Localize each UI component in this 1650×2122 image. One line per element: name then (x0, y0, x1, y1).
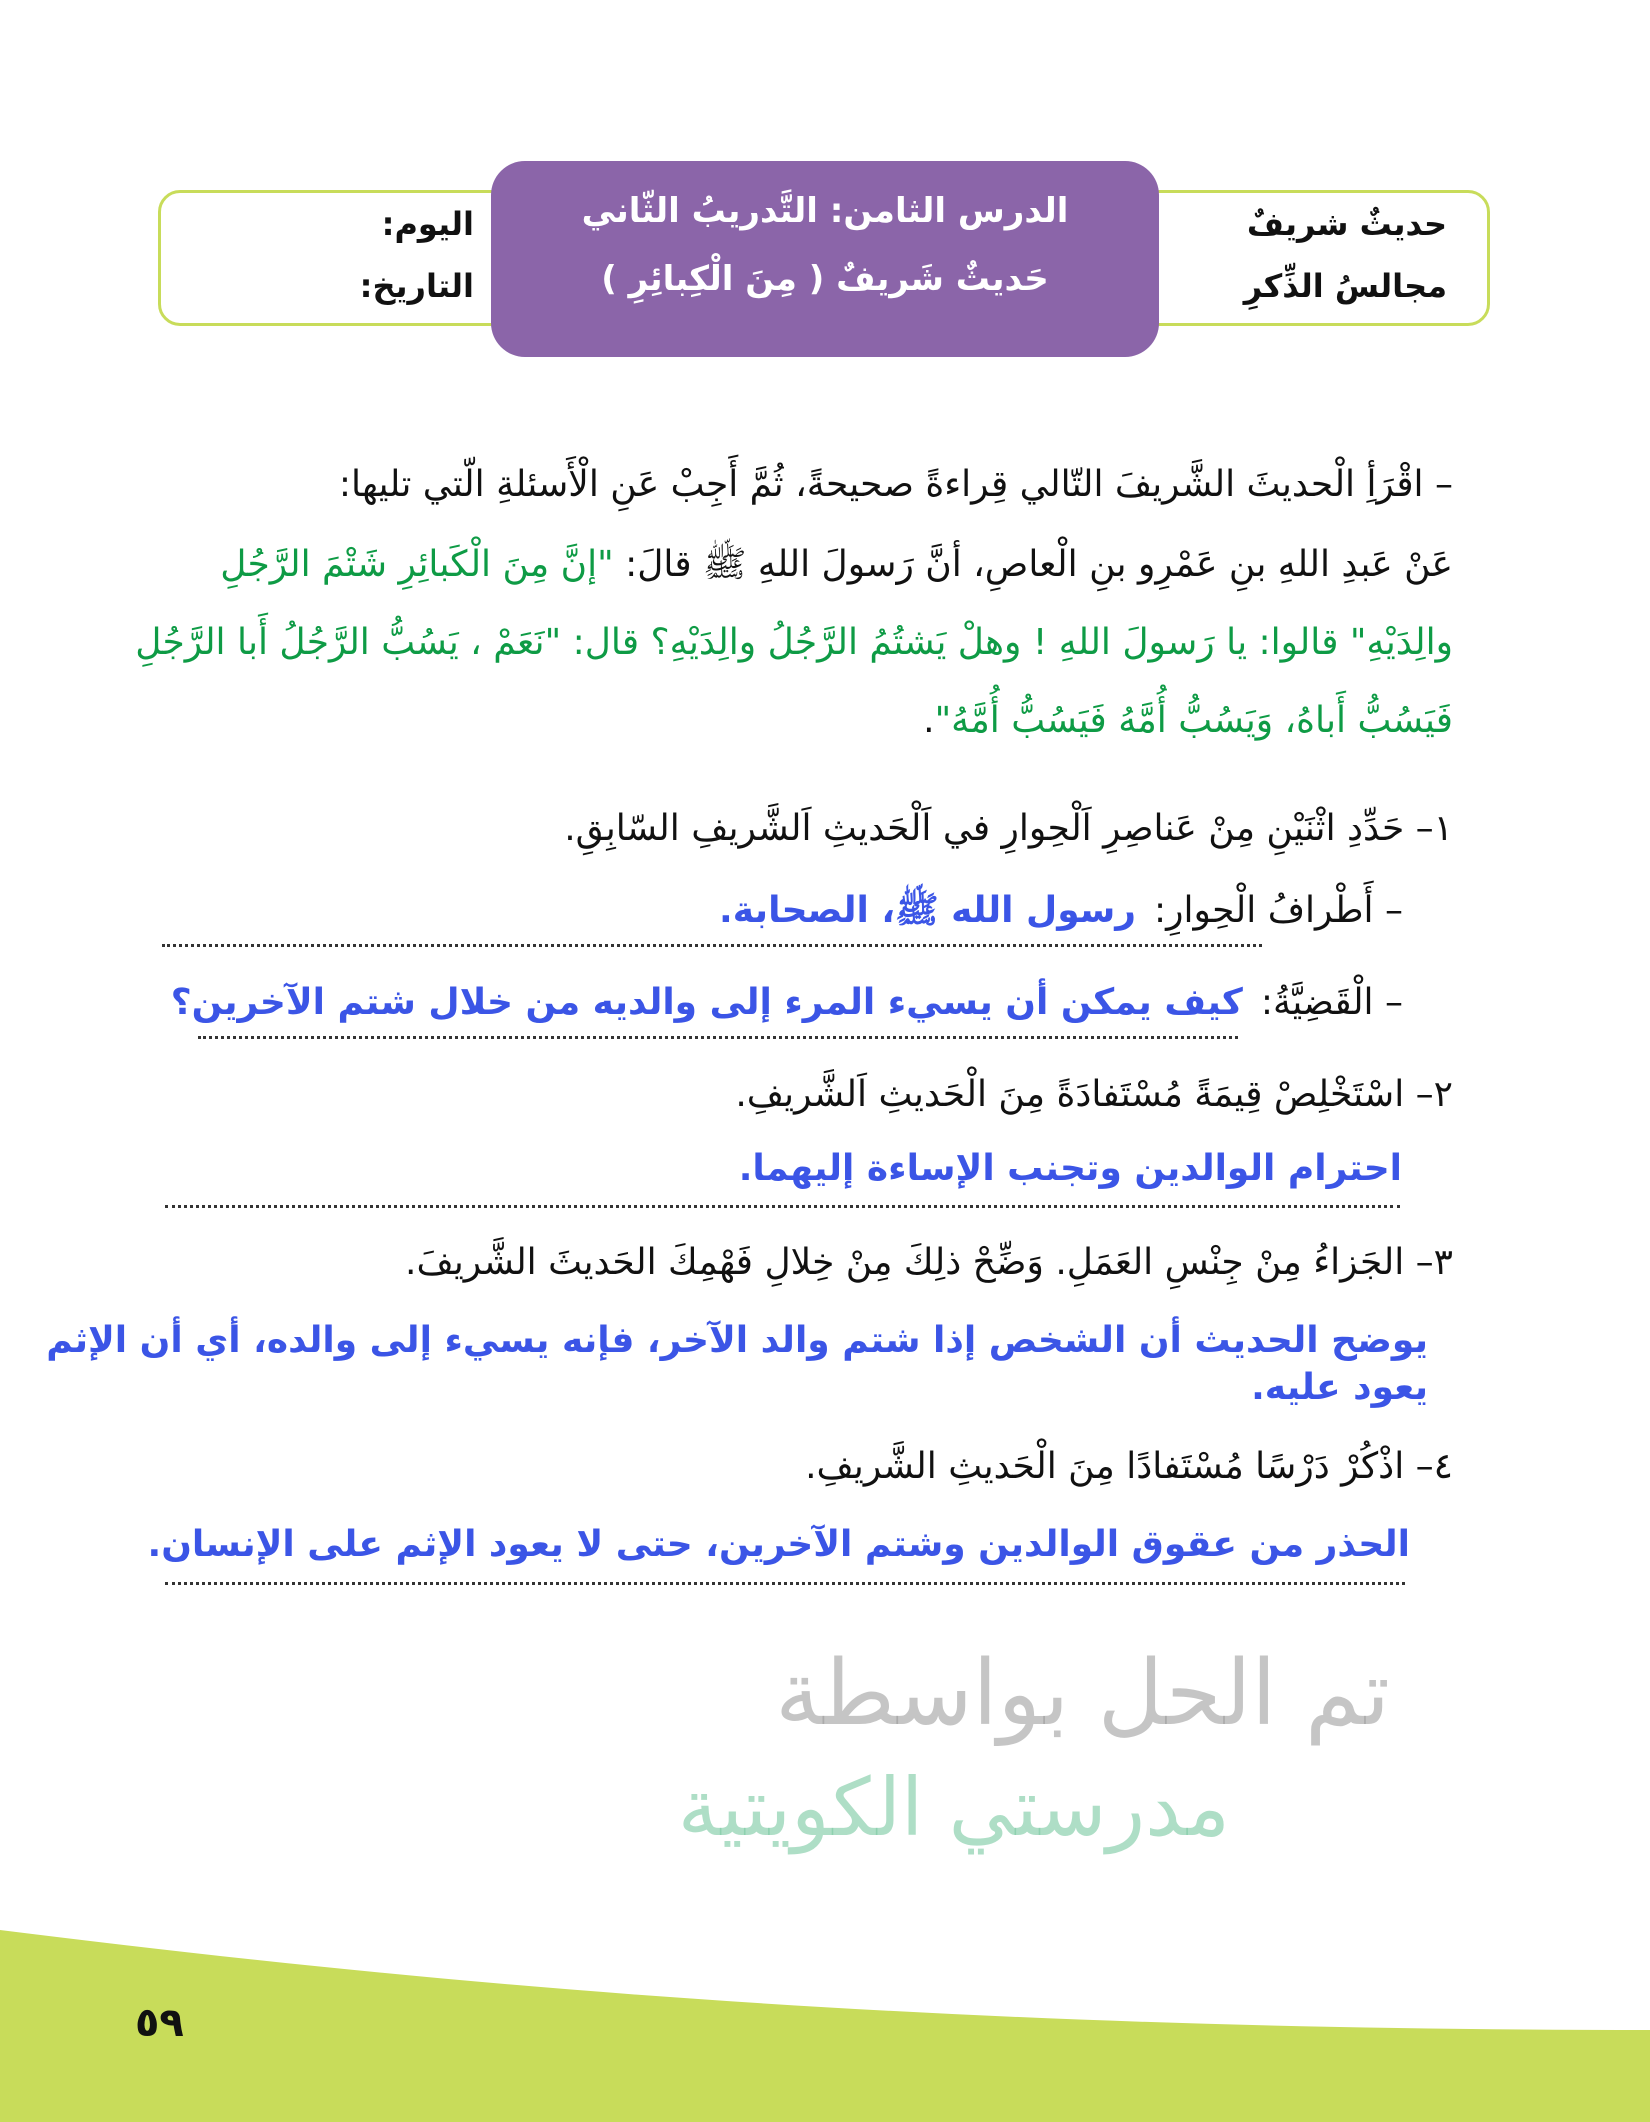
q1-part-label: – أَطْرافُ الْحِوارِ: (1153, 890, 1403, 931)
q1-issue-label: – الْقَضِيَّةُ: (1260, 982, 1403, 1023)
hadith-line-3 (923, 698, 1453, 745)
q1-issue-row (171, 980, 1403, 1027)
day-label: اليوم: (381, 205, 474, 243)
q1-part-row (719, 888, 1403, 935)
q3-answer: يوضح الحديث أن الشخص إذا شتم والد الآخر، فإنه يسيء إلى والده، أي أن الإثم يعود عليه. (46, 1320, 1428, 1408)
answer-line (165, 1205, 1400, 1208)
lesson-title: الدرس الثامن: التَّدريبُ الثّاني (581, 191, 1069, 231)
hadith-quote-start: "إنَّ مِنَ الْكَبائِرِ شَتْمَ الرَّجُلِ (220, 544, 614, 585)
watermark-line-2: مدرستي الكويتية (677, 1761, 1230, 1854)
answer-line (198, 1036, 1238, 1039)
question-4: ٤– اذْكُرْ دَرْسًا مُسْتَفادًا مِنَ الْحَديثِ الشَّريفِ. (805, 1446, 1453, 1487)
subject-label: حديثٌ شريفٌ (1246, 205, 1447, 243)
unit-label: مجالسُ الذِّكرِ (1243, 267, 1447, 305)
instruction: – اقْرَأِ الْحديثَ الشَّريفَ التّالي قِراءةً صحيحةً، ثُمَّ أَجِبْ عَنِ الْأَسئلةِ الّتي تليها: (338, 464, 1453, 505)
hadith-line-2: والِدَيْهِ" قالوا: يا رَسولَ اللهِ ! وهلْ يَشتُمُ الرَّجُلُ والِدَيْهِ؟ قال: "نَعَمْ ، يَسُبُّ الرَّجُلُ أَبا الرَّجُلِ (135, 622, 1453, 663)
question-1: ١– حَدِّدِ اثْنَيْنِ مِنْ عَناصِرِ اَلْحِوارِ في اَلْحَديثِ اَلشَّريفِ السّابِقِ. (564, 808, 1453, 849)
page-number: ٥٩ (135, 2000, 184, 2046)
hadith-period: . (923, 700, 935, 741)
lesson-subtitle: حَديثٌ شَريفٌ ( مِنَ الْكِبائِرِ ) (601, 259, 1049, 299)
watermark-line-1: تم الحل بواسطة (775, 1641, 1390, 1746)
hadith-line-1 (220, 542, 1453, 589)
q2-answer: احترام الوالدين وتجنب الإساءة إليهما. (738, 1148, 1402, 1189)
hadith-quote-end: فَيَسُبُّ أَباهُ، وَيَسُبُّ أُمَّهُ فَيَسُبُّ أُمَّهُ" (934, 700, 1453, 741)
question-2: ٢– اسْتَخْلِصْ قِيمَةً مُسْتَفادَةً مِنَ الْحَديثِ اَلشَّريفِ. (735, 1074, 1453, 1115)
q1-issue-answer: كيف يمكن أن يسيء المرء إلى والديه من خلال شتم الآخرين؟ (170, 982, 1243, 1023)
lesson-title-banner (491, 161, 1159, 357)
answer-line (162, 944, 1262, 947)
question-3: ٣– الجَزاءُ مِنْ جِنْسِ العَمَلِ. وَضِّحْ ذلِكَ مِنْ خِلالِ فَهْمِكَ الحَديثَ الشَّريفَ. (405, 1242, 1453, 1283)
answer-line (165, 1582, 1405, 1585)
q1-part-answer: رسول الله ﷺ، الصحابة. (719, 890, 1136, 931)
footer-swoosh (0, 1900, 1650, 2122)
q4-answer: الحذر من عقوق الوالدين وشتم الآخرين، حتى لا يعود الإثم على الإنسان. (147, 1524, 1410, 1565)
date-label: التاريخ: (359, 267, 474, 305)
hadith-intro: عَنْ عَبدِ اللهِ بنِ عَمْرِو بنِ الْعاصِ، أنَّ رَسولَ اللهِ ﷺ قالَ: (613, 544, 1453, 585)
